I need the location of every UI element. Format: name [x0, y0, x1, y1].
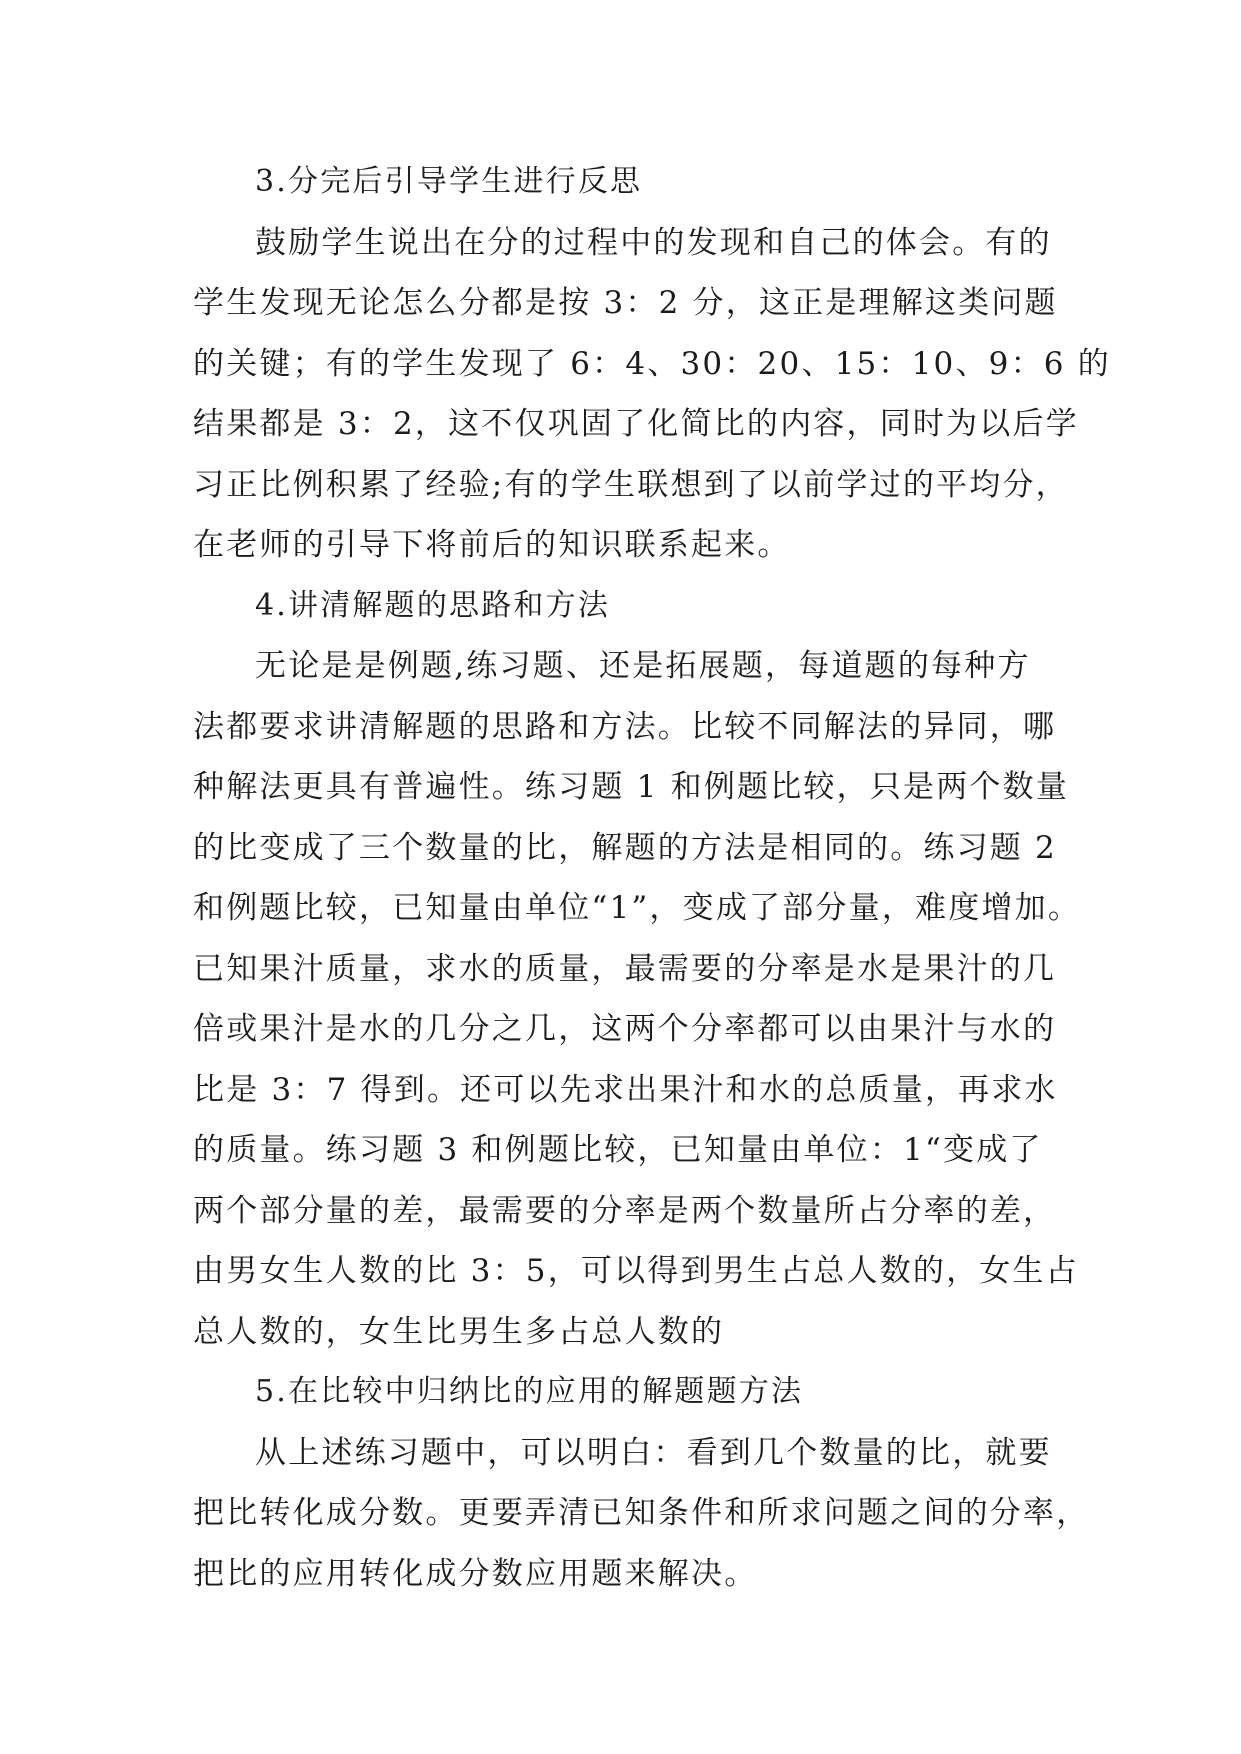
paragraph-line: 已知果汁质量，求水的质量，最需要的分率是水是果汁的几 [193, 950, 1057, 987]
paragraph-line: 和例题比较，已知量由单位“1”，变成了部分量，难度增加。 [193, 890, 1082, 926]
paragraph-line: 把比的应用转化成分数应用题来解决。 [193, 1555, 758, 1592]
paragraph-line: 在老师的引导下将前后的知识联系起来。 [193, 527, 791, 563]
paragraph-line: 由男女生人数的比 3：5，可以得到男生占总人数的，女生占 [193, 1253, 1079, 1289]
section-heading-4: 4.讲清解题的思路和方法 [255, 587, 611, 623]
paragraph-line: 两个部分量的差，最需要的分率是两个数量所占分率的差， [193, 1192, 1057, 1229]
paragraph-line: 种解法更具有普遍性。练习题 1 和例题比较，只是两个数量 [193, 769, 1070, 805]
paragraph-line: 学生发现无论怎么分都是按 3：2 分，这正是理解这类问题 [193, 285, 1058, 321]
paragraph-line: 的质量。练习题 3 和例题比较，已知量由单位：1“变成了 [193, 1132, 1043, 1168]
paragraph-line: 的比变成了三个数量的比，解题的方法是相同的。练习题 2 [193, 829, 1057, 866]
paragraph-line: 把比转化成分数。更要弄清已知条件和所求问题之间的分率， [193, 1495, 1090, 1531]
paragraph-line: 比是 3：7 得到。还可以先求出果汁和水的总质量，再求水 [193, 1071, 1058, 1108]
paragraph-line: 习正比例积累了经验;有的学生联想到了以前学过的平均分， [193, 466, 1069, 503]
paragraph-line: 无论是是例题,练习题、还是拓展题，每道题的每种方 [255, 648, 1031, 684]
section-heading-3: 3.分完后引导学生进行反思 [255, 164, 643, 199]
paragraph-line: 鼓励学生说出在分的过程中的发现和自己的体会。有的 [255, 224, 1052, 261]
paragraph-line: 倍或果汁是水的几分之几，这两个分率都可以由果汁与水的 [193, 1011, 1057, 1047]
paragraph-line: 从上述练习题中，可以明白：看到几个数量的比，就要 [255, 1434, 1052, 1471]
document-body [193, 152, 1111, 1604]
paragraph-line: 法都要求讲清解题的思路和方法。比较不同解法的异同，哪 [193, 708, 1057, 745]
paragraph-line: 的关键；有的学生发现了 6：4、30：20、15：10、9：6 的 [193, 345, 1111, 382]
paragraph-line: 结果都是 3：2，这不仅巩固了化简比的内容，同时为以后学 [193, 406, 1079, 442]
paragraph-line: 总人数的，女生比男生多占总人数的 [193, 1313, 725, 1350]
section-heading-5: 5.在比较中归纳比的应用的解题题方法 [255, 1374, 804, 1409]
